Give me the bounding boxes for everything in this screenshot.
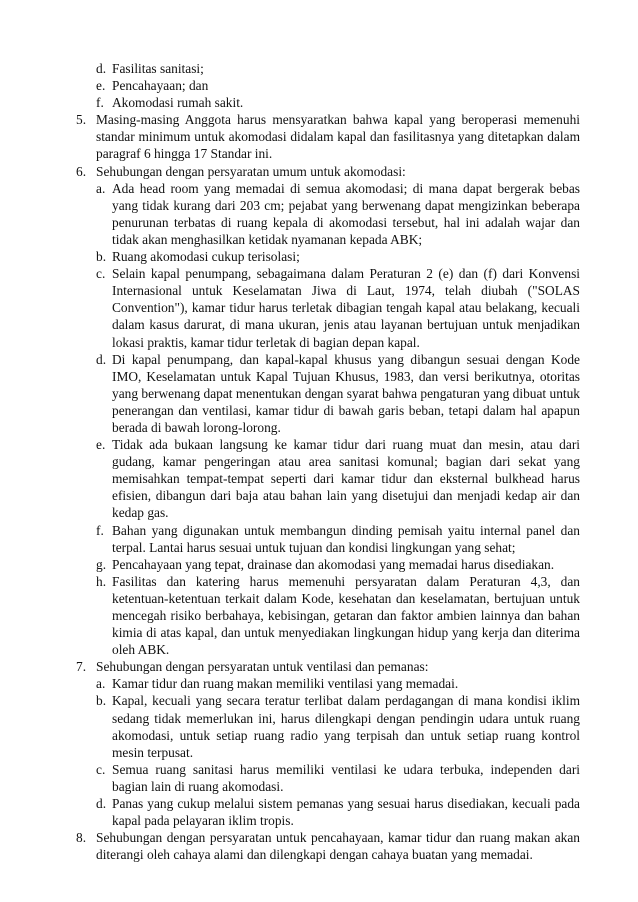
list-marker: d. <box>96 351 107 367</box>
numbered-item <box>0 829 580 863</box>
list-text: Masing-masing Anggota harus mensyaratkan bahwa kapal yang beroperasi memenuhi standar minimum untuk akomodasi didalam kapal dan fasilitasnya yang ditetapkan dalam paragraf 6 hingga 17 Standar ini. <box>96 112 580 162</box>
list-marker: e. <box>96 437 106 453</box>
list-marker: c. <box>96 761 106 777</box>
list-marker: 7. <box>76 659 87 675</box>
lettered-subitem <box>0 94 580 111</box>
list-marker: d. <box>96 796 107 812</box>
list-text: Fasilitas dan katering harus memenuhi persyaratan dalam Peraturan 4,3, dan ketentuan-ketentuan terkait dalam Kode, kesehatan dan keselamatan, bertujuan untuk mencegah risiko berbahaya, kebisingan, getaran dan faktor ambien lainnya dan bahan kimia di atas kapal, dan untuk menyediakan lingkungan hidup yang kerja dan diterima oleh ABK. <box>112 573 580 658</box>
numbered-item <box>0 111 580 162</box>
list-marker: b. <box>96 249 107 265</box>
list-marker: a. <box>96 676 106 692</box>
list-text: Sehubungan dengan persyaratan umum untuk akomodasi: <box>96 163 406 179</box>
list-text: Bahan yang digunakan untuk membangun dinding pemisah yaitu internal panel dan terpal. Lantai harus sesuai untuk tujuan dan kondisi lingkungan yang sehat; <box>112 522 580 555</box>
list-text: Ruang akomodasi cukup terisolasi; <box>112 249 300 265</box>
lettered-subitem <box>0 761 580 795</box>
list-text: Akomodasi rumah sakit. <box>112 95 244 111</box>
list-text: Sehubungan dengan persyaratan untuk pencahayaan, kamar tidur dan ruang makan akan diterangi oleh cahaya alami dan dilengkapi dengan cahaya buatan yang memadai. <box>96 830 580 863</box>
list-marker: f. <box>96 522 104 538</box>
list-marker: h. <box>96 573 107 589</box>
list-text: Di kapal penumpang, dan kapal-kapal khusus yang dibangun sesuai dengan Kode IMO, Keselamatan untuk Kapal Tujuan Khusus, 1983, dan versi berikutnya, otoritas yang berwenang dapat menentukan dengan syarat bahwa pengaturan yang dibuat untuk penerangan dan ventilasi, kamar tidur di bawah garis beban, tetapi dalam hal apapun berada di bawah lorong-lorong. <box>112 351 580 435</box>
list-text: Pencahayaan; dan <box>112 78 209 94</box>
lettered-subitem <box>0 436 580 521</box>
list-marker: d. <box>96 61 107 76</box>
list-marker: 5. <box>76 112 87 128</box>
list-text: Panas yang cukup melalui sistem pemanas yang sesuai harus disediakan, kecuali pada kapal pada pelayaran iklim tropis. <box>112 796 580 829</box>
lettered-subitem <box>0 522 580 556</box>
list-text: Kapal, kecuali yang secara teratur terlibat dalam perdagangan di mana kondisi iklim sedang tidak memerlukan ini, harus dilengkapi dengan pendingin udara untuk ruang akomodasi, untuk setiap ruang radio yang terpisah dan untuk setiap ruang kontrol mesin terpusat. <box>112 693 580 760</box>
numbered-item <box>0 658 580 675</box>
lettered-subitem <box>0 60 580 77</box>
list-marker: b. <box>96 693 107 709</box>
list-text: Pencahayaan yang tepat, drainase dan akomodasi yang memadai harus disediakan. <box>112 556 555 572</box>
lettered-subitem <box>0 248 580 265</box>
numbered-item <box>0 163 580 180</box>
lettered-subitem <box>0 795 580 829</box>
lettered-subitem <box>0 351 580 436</box>
list-text: Ada head room yang memadai di semua akomodasi; di mana dapat bergerak bebas yang tidak kurang dari 203 cm; pejabat yang berwenang dapat mengizinkan beberapa penurunan terbatas di ruang kepala di akomodasi tersebut, hal ini adalah wajar dan tidak akan menghasilkan ketidak nyamanan kepada ABK; <box>112 180 580 247</box>
lettered-subitem <box>0 675 580 692</box>
list-marker: 8. <box>76 830 87 846</box>
list-marker: c. <box>96 266 106 282</box>
list-marker: a. <box>96 180 106 196</box>
list-text: Sehubungan dengan persyaratan untuk ventilasi dan pemanas: <box>96 659 429 675</box>
lettered-subitem <box>0 180 580 248</box>
list-text: Semua ruang sanitasi harus memiliki ventilasi ke udara terbuka, independen dari bagian lain di ruang akomodasi. <box>112 761 580 794</box>
list-text: Selain kapal penumpang, sebagaimana dalam Peraturan 2 (e) dan (f) dari Konvensi Internasional untuk Keselamatan Jiwa di Laut, 1974, telah diubah ("SOLAS Convention"), kamar tidur harus terletak dibagian tengah kapal atau belakang, kecuali dalam kasus darurat, di mana ukuran, jenis atau layanan bertujuan untuk menjadikan lokasi praktis, kamar tidur terletak di bagian depan kapal. <box>112 266 580 350</box>
list-marker: g. <box>96 556 107 572</box>
list-marker: e. <box>96 78 106 94</box>
lettered-subitem <box>0 265 580 350</box>
numbered-list <box>0 60 580 863</box>
list-text: Tidak ada bukaan langsung ke kamar tidur dari ruang muat dan mesin, atau dari gudang, kamar pengeringan atau area sanitasi komunal; bagian dari sekat yang memisahkan tempat-tempat seperti dari kamar tidur dan eksternal bulkhead harus efisien, dibangun dari baja atau bahan lain yang disetujui dan menjadi kedap air dan kedap gas. <box>112 437 580 521</box>
list-marker: f. <box>96 95 104 111</box>
lettered-subitem <box>0 692 580 760</box>
list-marker: 6. <box>76 163 87 179</box>
list-text: Fasilitas sanitasi; <box>112 61 204 76</box>
lettered-subitem <box>0 556 580 573</box>
lettered-subitem <box>0 77 580 94</box>
lettered-subitem <box>0 573 580 658</box>
list-text: Kamar tidur dan ruang makan memiliki ventilasi yang memadai. <box>112 676 459 692</box>
